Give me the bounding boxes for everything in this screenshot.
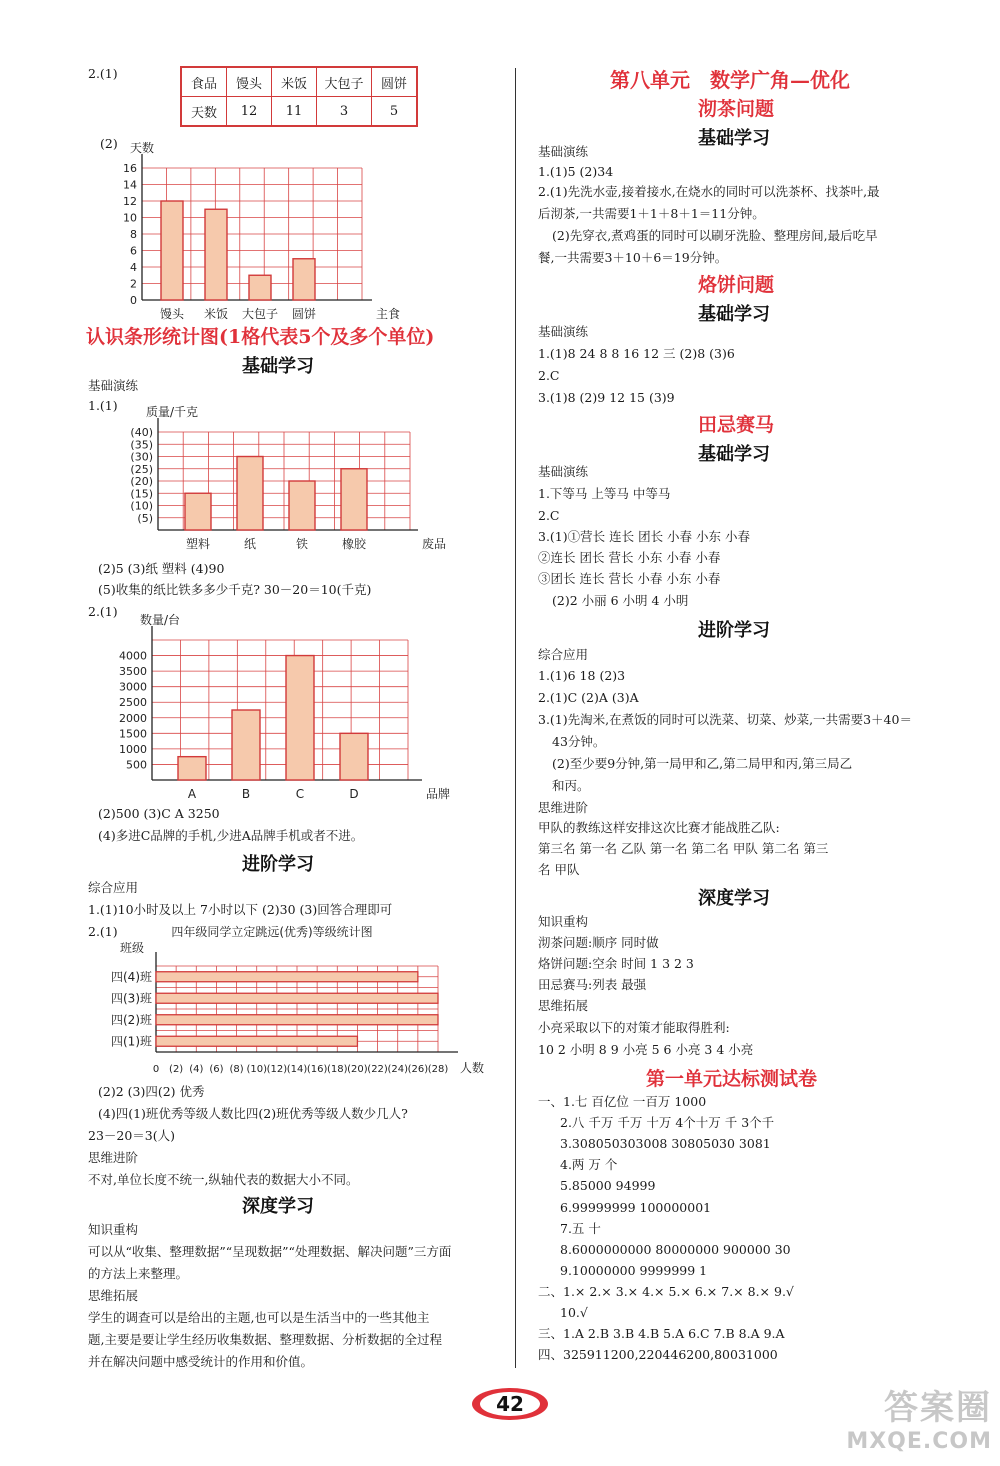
bar [178,757,206,780]
x-tick-label: (4) [189,1064,204,1075]
x-tick-label: 米饭 [203,307,229,321]
answer-line: 第三名 第一名 乙队 第一名 第二名 甲队 第二名 第三 [538,841,829,856]
y-tick-label: 4 [130,261,137,274]
y-tick-label: 2000 [119,711,147,725]
answer-line: 后沏茶,一共需要1＋1＋8＋1＝11分钟。 [538,206,765,221]
x-tick-label: (2) [169,1064,184,1075]
answer-line: 3.(1)①营长 连长 团长 小春 小东 小春 [538,529,751,544]
bar [286,656,314,780]
heading-deep: 深度学习 [698,888,770,909]
answer-line: 2.八 千万 千万 十万 4个十万 千 3个千 [560,1115,775,1130]
section-red-title: 认识条形统计图(1格代表5个及多个单位) [86,326,435,348]
y-tick-label: 1500 [119,727,147,741]
x-tick-label: (16) [306,1064,328,1075]
answer-line: 3.308050303008 30805030 3081 [560,1136,771,1151]
chart-days [110,130,410,320]
y-tick-label: (40) [130,426,153,439]
table-cell: 天数 [181,97,227,127]
answer-line: 二、1.× 2.× 3.× 4.× 5.× 6.× 7.× 8.× 9.√ [538,1284,794,1299]
bar [156,972,418,982]
app-label: 综合应用 [538,647,589,662]
x-tick-label: (6) [209,1064,224,1075]
y-tick-label: (30) [130,450,153,464]
answer-line: 沏茶问题:顺序 同时做 [538,935,659,950]
answer-line: 2.C [538,368,560,383]
x-tick-label: C [295,787,305,801]
answer-line: 田忌赛马:列表 最强 [538,977,647,992]
x-tick-label: (18) [327,1064,348,1075]
answer-line: 8.6000000000 80000000 900000 30 [560,1242,791,1257]
y-tick-label: 12 [123,195,137,208]
drill-label: 基础演练 [88,378,139,393]
answer-line: 6.99999999 100000001 [560,1200,712,1215]
answer-line: 小亮采取以下的对策才能取得胜利: [538,1020,730,1035]
answer-line: 2.(1)C (2)A (3)A [538,690,639,705]
y-tick-label: (20) [130,475,153,488]
answer-line: 名 甲队 [538,862,580,877]
y-tick-label: (10) [130,499,153,513]
answer-line: 4.两 万 个 [560,1157,618,1172]
answer-line: 10.√ [560,1305,588,1320]
x-tick-label: (20) [347,1064,368,1075]
answer-line: (2)至少要9分钟,第一局甲和乙,第二局甲和丙,第三局乙 [552,756,853,771]
answer-line: ②连长 团长 营长 小东 小春 小春 [538,550,721,565]
y-tick-label: 3000 [119,680,147,694]
x-tick-label: 纸 [243,537,257,551]
answer-line: 1.(1)5 (2)34 [538,164,614,179]
x-axis-label: 废品 [422,537,447,551]
table-cell: 11 [272,97,317,127]
answer-line: 烙饼问题:空余 时间 1 3 2 3 [538,956,694,971]
answer-line: 2.(1)先洗水壶,接着接水,在烧水的同时可以洗茶杯、找茶叶,最 [538,184,880,199]
x-tick-label: 馒头 [159,307,185,321]
tea-title: 沏茶问题 [698,98,775,120]
heading-advanced: 进阶学习 [698,620,770,641]
y-tick-label: 0 [130,294,137,307]
x-tick-label: B [241,787,251,801]
answer-line: 可以从“收集、整理数据”“呈现数据”“处理数据、解决问题”三方面 [88,1244,452,1259]
pancake-title: 烙饼问题 [698,274,775,296]
x-tick-label: D [349,787,359,801]
y-tick-label: 四(1)班 [111,1034,152,1049]
answer-line: (2)2 小丽 6 小明 4 小明 [552,593,689,608]
y-tick-label: 14 [123,178,137,192]
bar [293,259,315,300]
q2b-label: 2.(1) [88,604,118,619]
y-tick-label: (15) [130,487,153,501]
x-tick-label: 塑料 [185,537,211,551]
ext-label: 思维拓展 [88,1288,139,1303]
answer-line: 的方法上来整理。 [88,1266,189,1281]
y-tick-label: (5) [137,511,153,525]
x-tick-label: 橡胶 [341,537,367,551]
q1-label: 1.(1) [88,398,118,413]
answer-line: 甲队的教练这样安排这次比赛才能战胜乙队: [538,820,780,835]
watermark [846,1380,992,1454]
x-tick-label: (14) [286,1064,308,1075]
y-tick-label: 2 [130,277,137,291]
table-cell: 3 [317,97,372,127]
chart-jump [100,922,500,1082]
table-cell: 5 [372,97,418,127]
y-tick-label: 6 [130,244,137,258]
chart-phones [110,602,451,802]
answer-line: 餐,一共需要3＋10＋6＝19分钟。 [538,250,728,265]
x-axis-label: 人数 [460,1061,485,1075]
chart-waste [110,396,450,556]
answer-line: (2)2 (3)四(2) 优秀 [98,1084,205,1099]
x-tick-label: (10) [246,1064,267,1075]
q2-2-label: (2) [100,136,118,151]
bar [232,710,260,780]
y-tick-label: 四(2)班 [111,1012,152,1027]
bar [205,209,227,300]
x-tick-label: (8) [229,1064,244,1075]
think-label: 思维进阶 [538,800,589,815]
q-adv2-label: 2.(1) [88,924,118,939]
heading-basic: 基础学习 [698,304,770,325]
table-header: 食品 [181,67,227,97]
answer-line: 1.(1)6 18 (2)3 [538,668,626,683]
answer-line: 学生的调查可以是给出的主题,也可以是生活当中的一些其他主 [88,1310,430,1325]
table-header: 大包子 [317,67,372,97]
answer-line: ③团长 连长 营长 小春 小东 小春 [538,571,721,586]
answer-line: 2.C [538,508,560,523]
answer-line: 3.(1)8 (2)9 12 15 (3)9 [538,390,675,405]
answer-line: (5)收集的纸比铁多多少千克? 30－20＝10(千克) [98,582,372,597]
q2-label: 2.(1) [88,66,118,81]
y-tick-label: (25) [130,462,153,476]
y-tick-label: 3500 [119,665,147,679]
answer-line: 10 2 小明 8 9 小亮 5 6 小亮 3 4 小亮 [538,1042,754,1057]
heading-advanced: 进阶学习 [242,854,314,875]
think-label: 思维进阶 [88,1150,139,1165]
table-header: 米饭 [272,67,317,97]
x-tick-label: 大包子 [241,307,279,321]
answer-line: 7.五 十 [560,1221,601,1236]
answer-line: 四、325911200,220446200,80031000 [538,1347,778,1362]
answer-line: 23－20＝3(人) [88,1128,176,1143]
y-tick-label: 16 [123,162,137,175]
chart-title: 四年级同学立定跳远(优秀)等级统计图 [171,925,373,939]
answer-line: 不对,单位长度不统一,纵轴代表的数据大小不同。 [88,1172,359,1187]
x-tick-label: (12) [266,1064,288,1075]
heading-deep: 深度学习 [242,1196,314,1217]
x-tick-label: 铁 [295,537,309,551]
y-tick-label: (35) [130,438,153,452]
watermark-top: 答案圈 [884,1388,992,1428]
unit-title: 第八单元 数学广角—优化 [610,68,850,92]
answer-line: (2)500 (3)C A 3250 [98,806,220,821]
drill-label: 基础演练 [538,144,589,159]
y-axis-label: 数量/台 [140,613,181,627]
bar [156,1015,438,1025]
answer-line: 5.85000 94999 [560,1178,656,1193]
bar [156,993,438,1003]
y-tick-label: 500 [126,758,147,772]
column-divider [515,68,516,1368]
answer-line: 9.10000000 9999999 1 [560,1263,708,1278]
app-label: 综合应用 [88,880,139,895]
answer-line: 并在解决问题中感受统计的作用和价值。 [88,1354,314,1369]
bar [340,733,368,780]
x-tick-label: (26) [407,1064,429,1075]
watermark-bottom: MXQE.COM [846,1429,992,1454]
bar [185,493,211,530]
x-tick-label: 圆饼 [291,307,317,321]
x-tick-label: (28) [427,1064,449,1075]
answer-line: (2)先穿衣,煮鸡蛋的同时可以刷牙洗脸、整理房间,最后吃早 [552,228,878,243]
x-tick-label: (22) [367,1064,388,1075]
x-axis-label: 主食 [376,307,401,321]
heading-basic: 基础学习 [698,128,770,149]
answer-line: (4)多进C品牌的手机,少进A品牌手机或者不进。 [98,828,364,843]
bar [341,469,367,530]
y-tick-label: 1000 [119,742,147,756]
bar [237,457,263,531]
y-tick-label: 2500 [119,696,147,710]
test-title: 第一单元达标测试卷 [646,1068,818,1090]
answer-line: 和丙。 [552,778,590,793]
y-axis-label: 质量/千克 [146,405,199,419]
y-axis-label: 班级 [120,941,145,955]
heading-basic: 基础学习 [242,356,314,377]
y-axis-label: 天数 [130,141,155,155]
x-tick-label: 0 [152,1064,160,1075]
know-label: 知识重构 [538,914,589,929]
know-label: 知识重构 [88,1222,139,1237]
answer-line: 一、1.七 百亿位 一百万 1000 [538,1094,707,1109]
answer-line: 1.下等马 上等马 中等马 [538,486,671,501]
y-tick-label: 4000 [119,649,147,663]
x-axis-label: 品牌 [426,787,451,801]
page-number: 42 [496,1392,524,1416]
bar [156,1036,357,1046]
y-tick-label: 四(3)班 [111,991,152,1006]
answer-line: (4)四(1)班优秀等级人数比四(2)班优秀等级人数少几人? [98,1106,408,1121]
bar [249,275,271,300]
table-header: 馒头 [227,67,272,97]
ext-label: 思维拓展 [538,998,589,1013]
y-tick-label: 8 [130,228,137,241]
bar [161,201,183,300]
x-tick-label: A [187,787,197,801]
answer-line: 1.(1)10小时及以上 7小时以下 (2)30 (3)回答合理即可 [88,902,393,917]
table-header: 圆饼 [372,67,418,97]
y-tick-label: 四(4)班 [111,969,152,984]
horse-title: 田忌赛马 [698,414,775,436]
page-number-badge [470,1386,550,1422]
answer-line: 题,主要是要让学生经历收集数据、整理数据、分析数据的全过程 [88,1332,442,1347]
answer-line: (2)5 (3)纸 塑料 (4)90 [98,561,225,576]
table-cell: 12 [227,97,272,127]
answer-line: 43分钟。 [552,734,606,749]
x-tick-label: (24) [387,1064,408,1075]
food-days-table [180,66,418,127]
bar [289,481,315,530]
answer-line: 三、1.A 2.B 3.B 4.B 5.A 6.C 7.B 8.A 9.A [538,1326,785,1341]
answer-line: 3.(1)先淘米,在煮饭的同时可以洗菜、切菜、炒菜,一共需要3＋40＝ [538,712,912,727]
heading-basic: 基础学习 [698,444,770,465]
y-tick-label: 10 [123,211,137,225]
answer-line: 1.(1)8 24 8 8 16 12 三 (2)8 (3)6 [538,346,735,361]
drill-label: 基础演练 [538,464,589,479]
drill-label: 基础演练 [538,324,589,339]
